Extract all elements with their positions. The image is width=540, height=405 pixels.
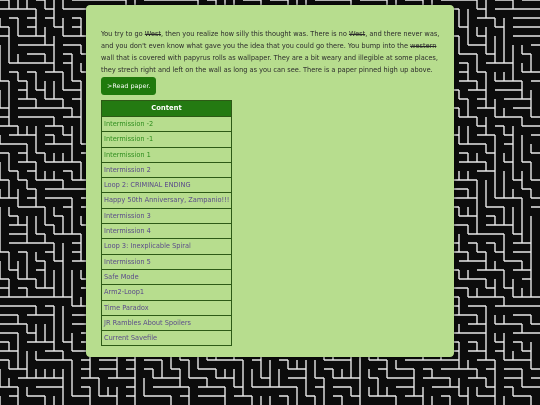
story-text-part: , and there never was, and you don't even know what gave you the idea that you could go there. You bump into the xyxy=(101,30,440,50)
toc-link[interactable]: Intermission 1 xyxy=(102,148,231,163)
toc-link[interactable]: Intermission 2 xyxy=(102,163,231,178)
table-of-contents xyxy=(101,100,232,346)
toc-link[interactable]: Current Savefile xyxy=(104,334,158,343)
toc-list xyxy=(102,117,231,345)
story-text-part: You try to go xyxy=(101,30,145,38)
strikethrough-word: West xyxy=(144,30,162,38)
toc-link[interactable]: Safe Mode xyxy=(102,270,231,285)
toc-header: Content xyxy=(102,101,231,117)
toc-link[interactable]: Loop 2: CRIMINAL ENDING xyxy=(102,178,231,193)
story-text xyxy=(101,28,441,76)
toc-link[interactable]: Arm2-Loop1 xyxy=(102,285,231,300)
story-text-part: wall that is covered with papyrus rolls as wallpaper. They are a bit weary and illegible at some places, they strech right and left on the wall as long as you can see. There is a paper pinned high up above. xyxy=(101,54,438,74)
read-paper-button[interactable]: >Read paper. xyxy=(101,77,156,95)
toc-link[interactable]: JR Rambles About Spoilers xyxy=(102,316,231,331)
toc-link[interactable]: Intermission 4 xyxy=(102,224,231,239)
toc-link[interactable]: Happy 50th Anniversary, Zampanio!!! xyxy=(102,193,231,208)
toc-link[interactable]: Intermission 3 xyxy=(102,209,231,224)
toc-link[interactable]: Loop 3: Inexplicable Spiral xyxy=(102,239,231,254)
toc-link[interactable]: Intermission -2 xyxy=(102,117,231,132)
strikethrough-word: western xyxy=(410,42,437,50)
toc-link[interactable]: Time Paradox xyxy=(102,301,231,316)
toc-link[interactable]: Intermission 5 xyxy=(102,255,231,270)
toc-link[interactable]: Intermission -1 xyxy=(102,132,231,147)
strikethrough-word: West xyxy=(348,30,366,38)
content-panel xyxy=(86,5,454,357)
story-text-part: , then you realize how silly this thought was. There is no xyxy=(161,30,349,38)
